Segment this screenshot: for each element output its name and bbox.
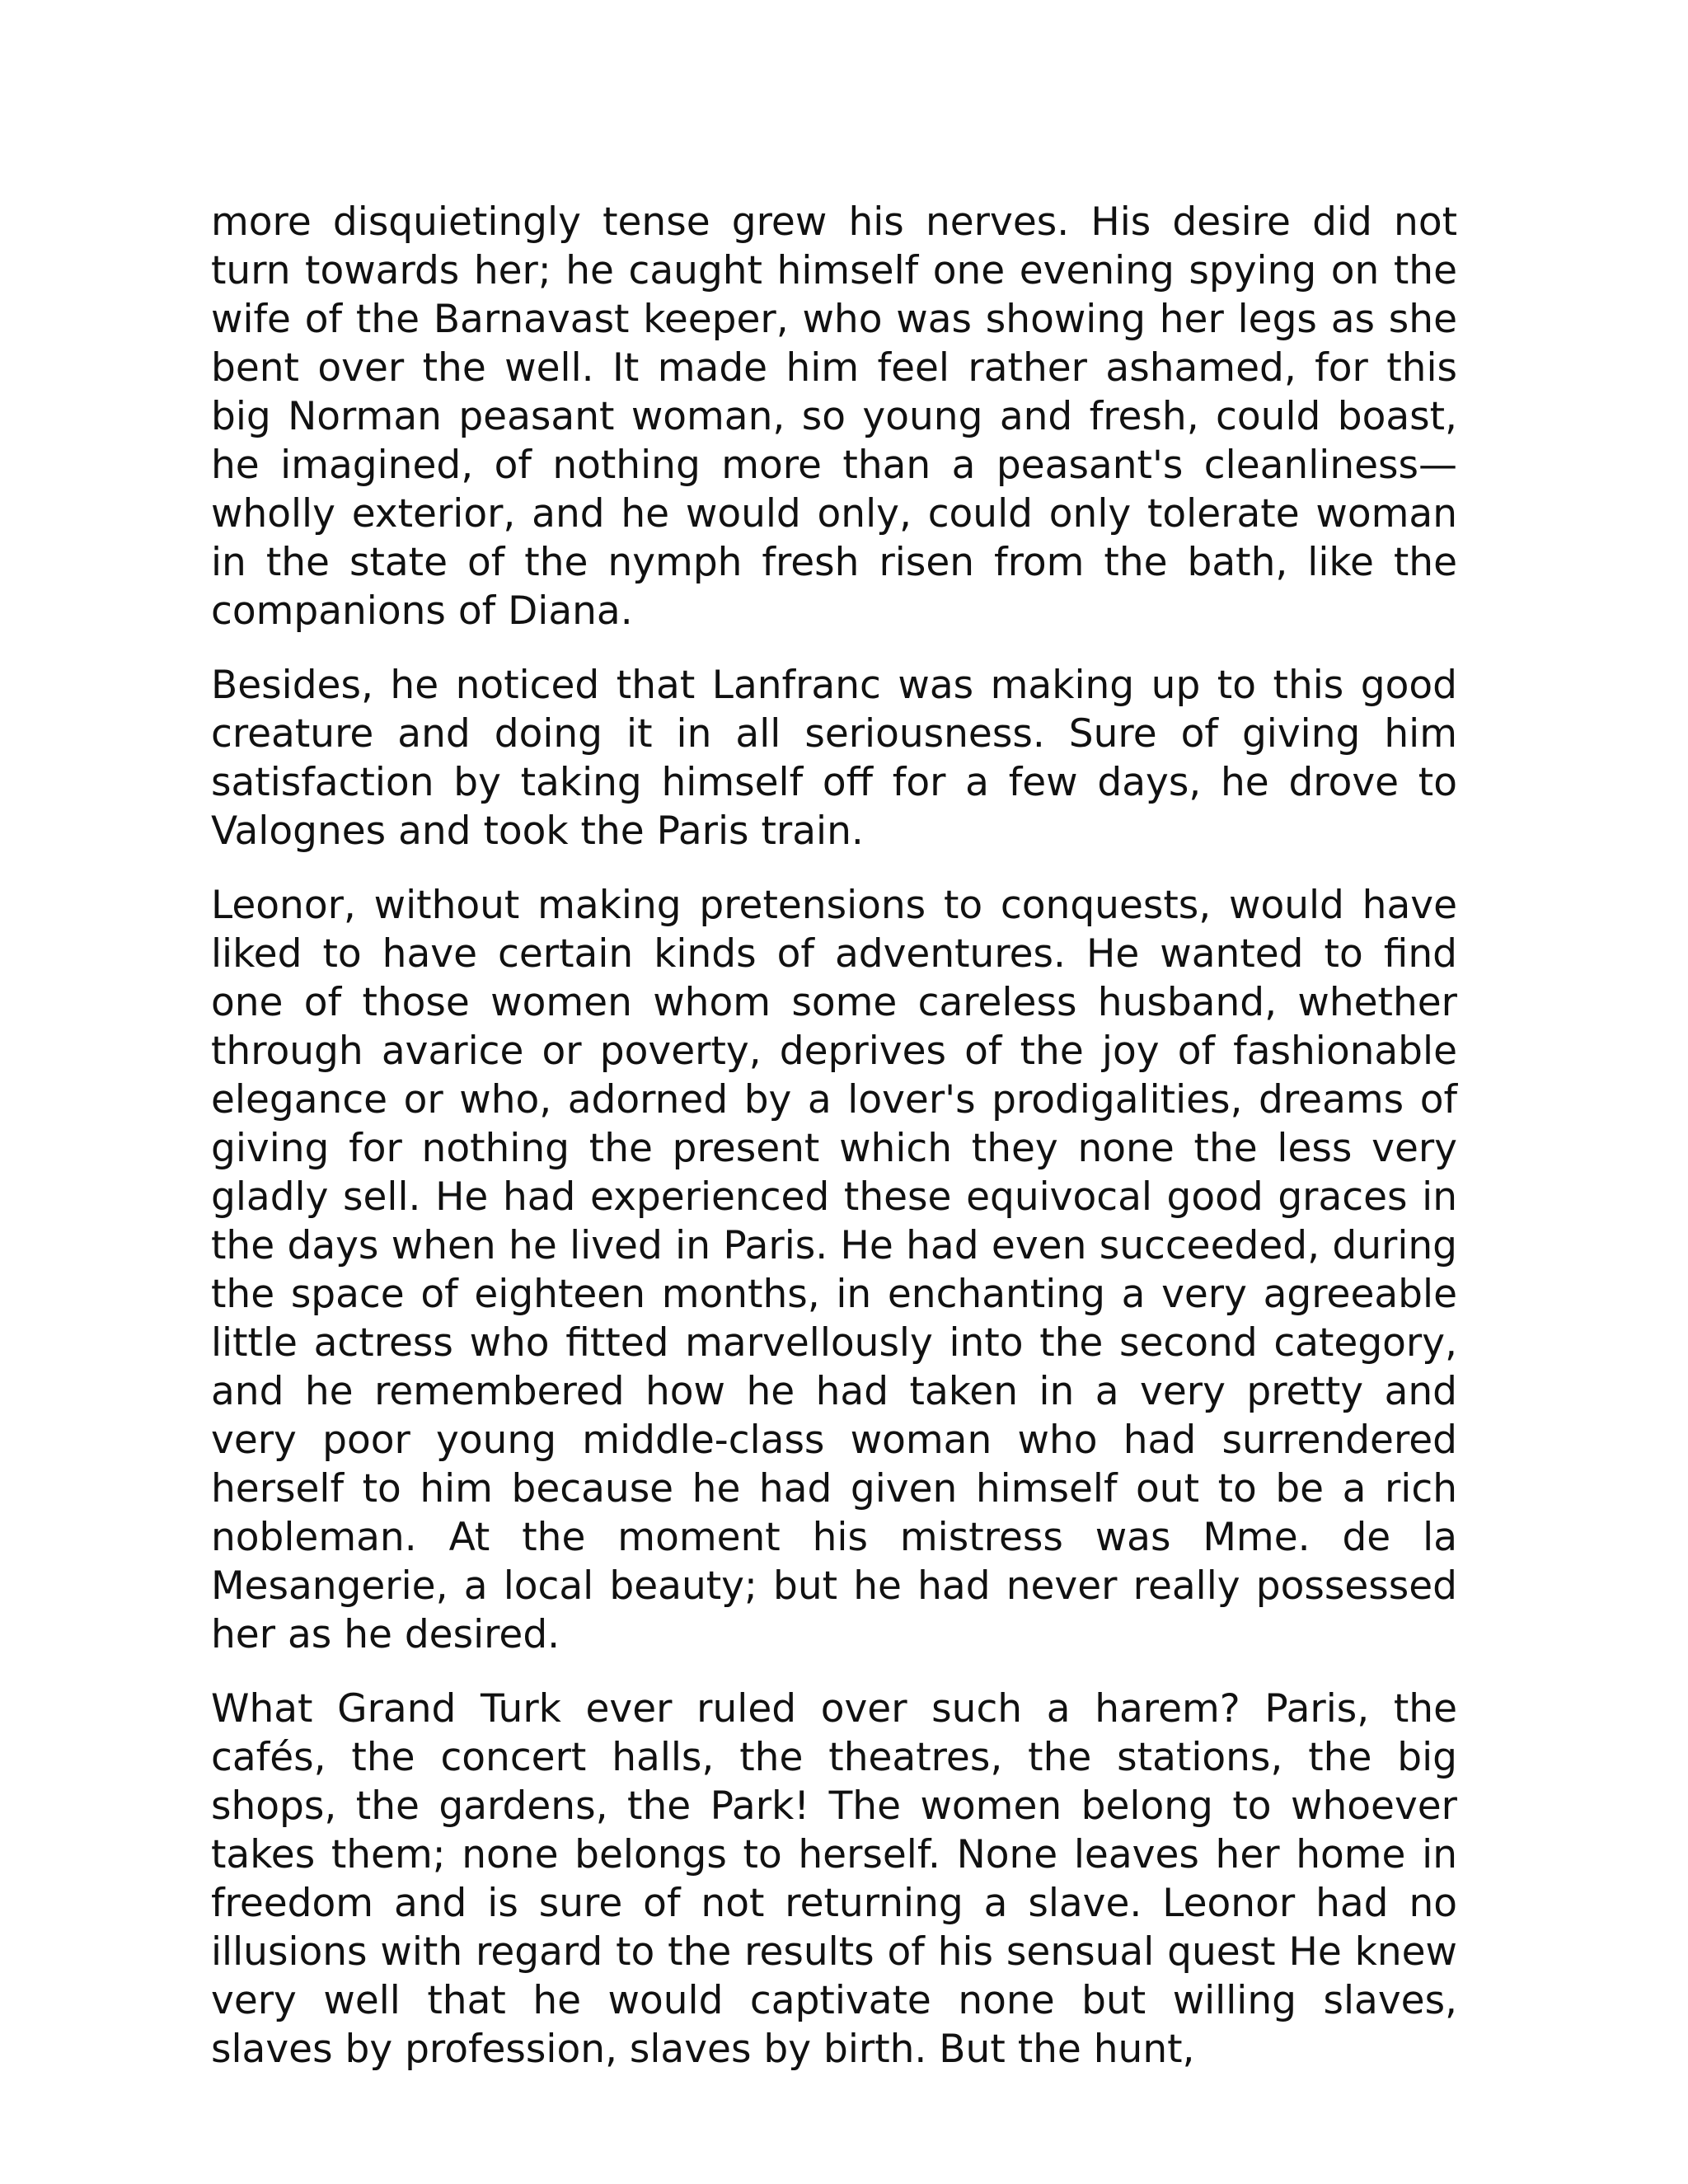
document-page xyxy=(211,198,1457,2074)
paragraph-3: Leonor, without making pretensions to conquests, would have liked to have certain kinds of adventures. He wanted to find one of those women whom some careless husband, whether through avarice or poverty, deprives of the joy of fashionable elegance or who, adorned by a lover's prodigalities, dreams of giving for nothing the present which they none the less very gladly sell. He had experienced these equivocal good graces in the days when he lived in Paris. He had even succeeded, during the space of eighteen months, in enchanting a very agreeable little actress who fitted marvellously into the second category, and he remembered how he had taken in a very pretty and very poor young middle-class woman who had surrendered herself to him because he had given himself out to be a rich nobleman. At the moment his mistress was Mme. de la Mesangerie, a local beauty; but he had never really possessed her as he desired. xyxy=(211,883,1457,1657)
paragraph-1: more disquietingly tense grew his nerves. His desire did not turn towards her; he caught himself one evening spying on the wife of the Barnavast keeper, who was showing her legs as she bent over the well. It made him feel rather ashamed, for this big Norman peasant woman, so young and fresh, could boast, he imagined, of nothing more than a peasant's cleanliness—wholly exterior, and he would only, could only tolerate woman in the state of the nymph fresh risen from the bath, like the companions of Diana. xyxy=(211,199,1457,634)
paragraph-2: Besides, he noticed that Lanfranc was making up to this good creature and doing it in all seriousness. Sure of giving him satisfaction by taking himself off for a few days, he drove to Valognes and took the Paris train. xyxy=(211,663,1457,854)
paragraph-4: What Grand Turk ever ruled over such a harem? Paris, the cafés, the concert halls, the theatres, the stations, the big shops, the gardens, the Park! The women belong to whoever takes them; none belongs to herself. None leaves her home in freedom and is sure of not returning a slave. Leonor had no illusions with regard to the results of his sensual quest He knew very well that he would captivate none but willing slaves, slaves by profession, slaves by birth. But the hunt, xyxy=(211,1686,1457,2072)
